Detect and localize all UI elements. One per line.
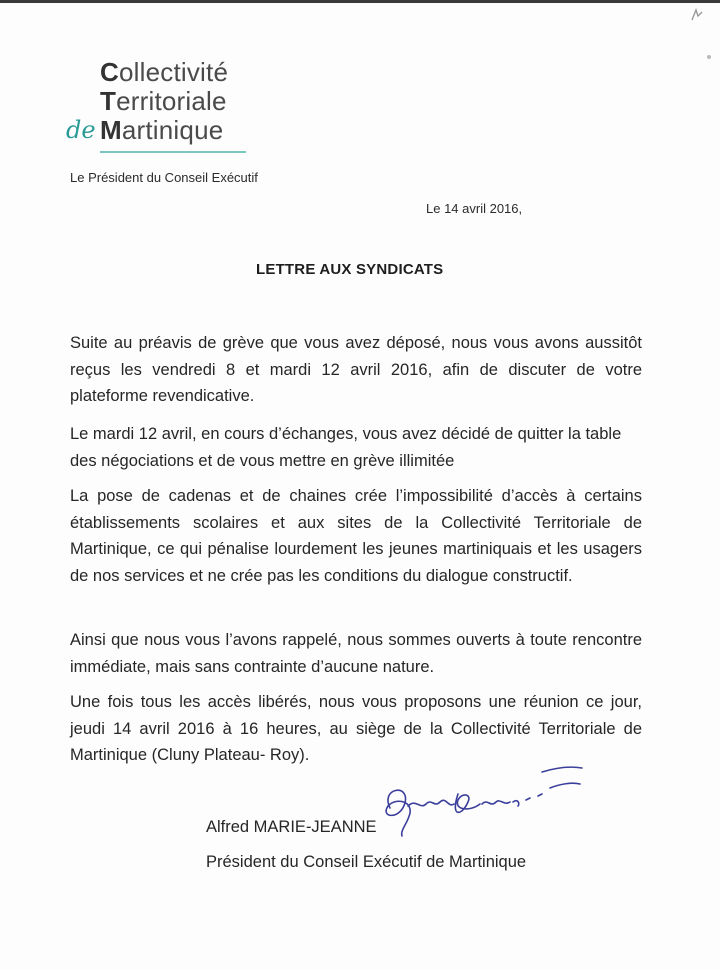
organization-logo <box>66 58 256 158</box>
scan-edge <box>0 0 720 3</box>
body-paragraph-2: Le mardi 12 avril, en cours d’échanges, vous avez décidé de quitter la table des négociations et de vous mettre en grève illimitée <box>70 425 622 470</box>
body-paragraph-5: Une fois tous les accès libérés, nous vous proposons une réunion ce jour, jeudi 14 avril 2016 à 16 heures, au siège de la Collectivité Territoriale de Martinique (Cluny Plateau- Roy). <box>70 693 642 764</box>
logo-de: de <box>66 116 96 144</box>
scan-speck <box>704 52 714 62</box>
handwritten-signature <box>350 758 590 838</box>
logo-underline <box>100 151 246 153</box>
letter-date: Le 14 avril 2016, <box>426 201 523 216</box>
signatory-title: Président du Conseil Exécutif de Martinique <box>206 853 527 871</box>
issuer-label: Le Président du Conseil Exécutif <box>70 170 258 185</box>
scan-speck <box>690 8 704 22</box>
body-paragraph-4: Ainsi que nous vous l’avons rappelé, nous sommes ouverts à toute rencontre immédiate, mais sans contrainte d’aucune nature. <box>70 631 642 676</box>
logo-line-3: Martinique <box>100 115 224 145</box>
letter-title: LETTRE AUX SYNDICATS <box>256 261 444 278</box>
signatory-name: Alfred MARIE-JEANNE <box>206 818 377 836</box>
body-paragraph-1: Suite au préavis de grève que vous avez déposé, nous vous avons aussitôt reçus les vendredi 8 et mardi 12 avril 2016, afin de discuter de votre plateforme revendicative. <box>70 334 642 405</box>
logo-line-1: Collectivité <box>100 57 229 87</box>
logo-line-2: Territoriale <box>100 86 227 116</box>
body-paragraph-3: La pose de cadenas et de chaines crée l’impossibilité d’accès à certains établissements scolaires et aux sites de la Collectivité Territoriale de Martinique, ce qui pénalise lourdement les jeunes martiniquais et les usagers de nos services et ne crée pas les conditions du dialogue constructif. <box>70 487 642 585</box>
